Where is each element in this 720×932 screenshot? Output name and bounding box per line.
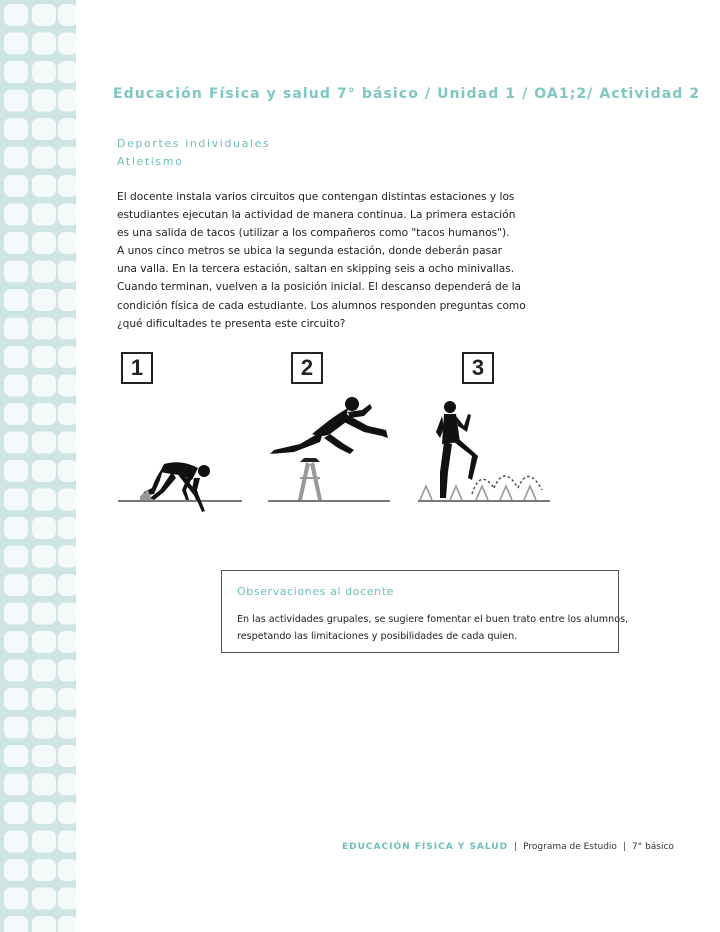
strip-tile xyxy=(58,489,76,511)
strip-tile xyxy=(4,61,28,83)
strip-tile xyxy=(4,916,28,932)
strip-tile xyxy=(58,432,76,454)
strip-tile xyxy=(58,603,76,625)
description-line: ¿qué dificultades te presenta este circuito? xyxy=(117,317,346,330)
footer-brand: EDUCACIÓN FÍSICA Y SALUD xyxy=(342,842,509,852)
strip-tile xyxy=(58,4,76,26)
strip-tile xyxy=(32,289,56,311)
strip-tile xyxy=(32,916,56,932)
strip-tile xyxy=(4,403,28,425)
strip-tile xyxy=(58,261,76,283)
strip-tile xyxy=(32,888,56,910)
strip-tile xyxy=(32,774,56,796)
strip-tile xyxy=(58,346,76,368)
skipping-minihurdles-icon xyxy=(414,398,554,504)
strip-tile xyxy=(58,916,76,932)
strip-tile xyxy=(58,546,76,568)
strip-tile xyxy=(4,859,28,881)
strip-tile xyxy=(4,175,28,197)
strip-tile xyxy=(32,232,56,254)
strip-tile xyxy=(58,61,76,83)
sprint-start-icon xyxy=(116,450,246,515)
strip-tile xyxy=(58,859,76,881)
strip-tile xyxy=(32,574,56,596)
strip-tile xyxy=(58,175,76,197)
strip-tile xyxy=(58,774,76,796)
description-line: El docente instala varios circuitos que contengan distintas estaciones y los xyxy=(117,191,515,203)
strip-tile xyxy=(4,688,28,710)
strip-tile xyxy=(58,375,76,397)
strip-tile xyxy=(32,175,56,197)
strip-tile xyxy=(58,745,76,767)
station-number-3: 3 xyxy=(462,352,494,384)
strip-tile xyxy=(4,375,28,397)
strip-tile xyxy=(32,859,56,881)
strip-tile xyxy=(32,688,56,710)
strip-tile xyxy=(32,204,56,226)
footer-program: Programa de Estudio xyxy=(523,842,617,852)
strip-tile xyxy=(32,4,56,26)
section-topic: Atletismo xyxy=(117,155,184,168)
strip-tile xyxy=(4,660,28,682)
strip-tile xyxy=(32,489,56,511)
strip-tile xyxy=(4,802,28,824)
note-line: respetando las limitaciones y posibilidades de cada quien. xyxy=(237,631,518,642)
strip-tile xyxy=(58,831,76,853)
strip-tile xyxy=(4,888,28,910)
strip-tile xyxy=(4,4,28,26)
strip-tile xyxy=(58,574,76,596)
strip-tile xyxy=(32,90,56,112)
strip-tile xyxy=(4,147,28,169)
strip-tile xyxy=(4,460,28,482)
strip-tile xyxy=(4,546,28,568)
strip-tile xyxy=(4,489,28,511)
strip-tile xyxy=(4,517,28,539)
strip-tile xyxy=(4,745,28,767)
strip-tile xyxy=(32,346,56,368)
strip-tile xyxy=(4,33,28,55)
description-line: Cuando terminan, vuelven a la posición inicial. El descanso dependerá de la xyxy=(117,281,522,294)
strip-tile xyxy=(58,631,76,653)
page-footer xyxy=(342,842,674,852)
strip-tile xyxy=(58,717,76,739)
footer-grade: 7° básico xyxy=(631,842,674,852)
description-line: estudiantes ejecutan la actividad de manera continua. La primera estación xyxy=(117,209,516,222)
teacher-notes-box xyxy=(221,570,629,653)
strip-tile xyxy=(4,318,28,340)
teacher-notes-text xyxy=(237,611,629,645)
strip-tile xyxy=(58,90,76,112)
strip-tile xyxy=(58,888,76,910)
strip-tile xyxy=(32,517,56,539)
strip-tile xyxy=(32,717,56,739)
side-decorative-strip xyxy=(0,0,76,932)
strip-tile xyxy=(32,603,56,625)
description-line: condición física de cada estudiante. Los alumnos responden preguntas como xyxy=(117,299,526,312)
strip-tile xyxy=(32,61,56,83)
strip-tile xyxy=(32,660,56,682)
section-subject: Deportes individuales xyxy=(117,137,271,150)
strip-tile xyxy=(32,318,56,340)
strip-tile xyxy=(58,204,76,226)
strip-tile xyxy=(32,147,56,169)
strip-tile xyxy=(32,432,56,454)
strip-tile xyxy=(4,574,28,596)
strip-tile xyxy=(58,517,76,539)
strip-tile xyxy=(32,403,56,425)
strip-tile xyxy=(4,774,28,796)
footer-separator: | xyxy=(622,842,626,852)
strip-tile xyxy=(58,660,76,682)
strip-tile xyxy=(4,831,28,853)
description-line: una valla. En la tercera estación, saltan en skipping seis a ocho minivallas. xyxy=(117,263,515,276)
description-line: es una salida de tacos (utilizar a los compañeros como "tacos humanos"). xyxy=(117,227,510,240)
strip-tile xyxy=(32,802,56,824)
activity-description xyxy=(117,188,537,333)
strip-tile xyxy=(32,33,56,55)
station-number-2: 2 xyxy=(291,352,323,384)
strip-tile xyxy=(4,346,28,368)
strip-tile xyxy=(58,33,76,55)
strip-tile xyxy=(32,460,56,482)
strip-tile xyxy=(32,631,56,653)
strip-tile xyxy=(4,603,28,625)
strip-tile xyxy=(4,432,28,454)
strip-tile xyxy=(4,90,28,112)
strip-tile xyxy=(58,289,76,311)
strip-tile xyxy=(4,232,28,254)
strip-tile xyxy=(32,745,56,767)
rounded-tiles-pattern xyxy=(0,0,76,932)
strip-tile xyxy=(4,118,28,140)
note-line: En las actividades grupales, se sugiere fomentar el buen trato entre los alumnos, xyxy=(237,614,629,625)
footer-separator: | xyxy=(514,842,518,852)
strip-tile xyxy=(4,631,28,653)
strip-tile xyxy=(58,460,76,482)
strip-tile xyxy=(58,118,76,140)
description-line: A unos cinco metros se ubica la segunda estación, donde deberán pasar xyxy=(117,245,503,258)
strip-tile xyxy=(32,375,56,397)
strip-tile xyxy=(32,831,56,853)
teacher-notes-title: Observaciones al docente xyxy=(237,585,394,598)
strip-tile xyxy=(4,289,28,311)
strip-tile xyxy=(4,261,28,283)
hurdle-jump-icon xyxy=(264,392,394,504)
strip-tile xyxy=(58,232,76,254)
strip-tile xyxy=(58,318,76,340)
strip-tile xyxy=(32,118,56,140)
strip-tile xyxy=(32,546,56,568)
strip-tile xyxy=(4,204,28,226)
strip-tile xyxy=(4,717,28,739)
strip-tile xyxy=(58,688,76,710)
station-number-1: 1 xyxy=(121,352,153,384)
strip-tile xyxy=(58,802,76,824)
page-header-title: Educación Física y salud 7° básico / Unidad 1 / OA1;2/ Actividad 2 xyxy=(113,86,701,102)
strip-tile xyxy=(32,261,56,283)
strip-tile xyxy=(58,147,76,169)
strip-tile xyxy=(58,403,76,425)
